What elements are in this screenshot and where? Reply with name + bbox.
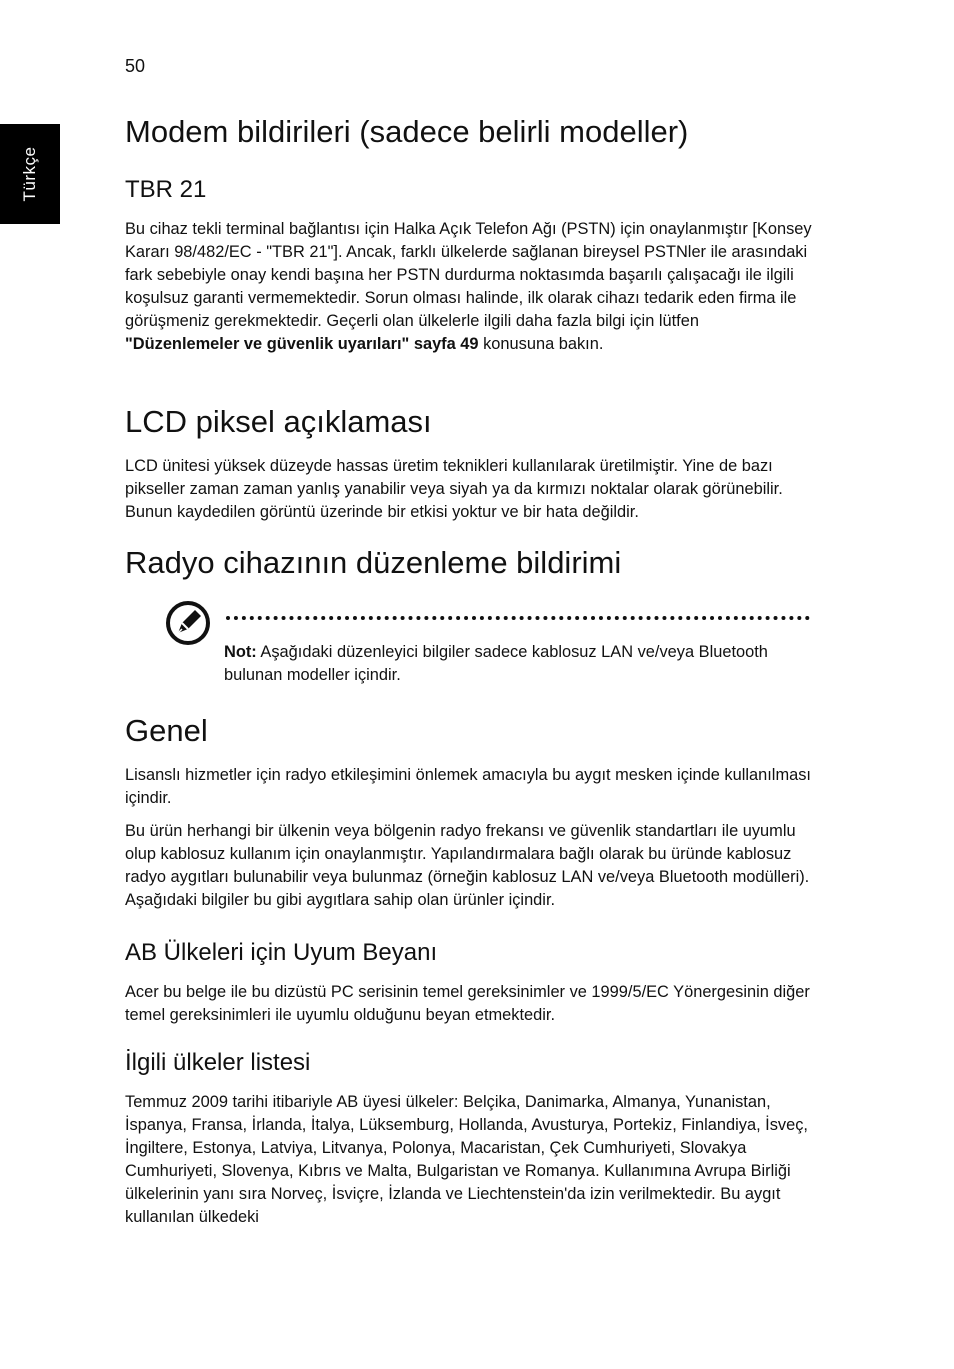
regulations-page-reference: "Düzenlemeler ve güvenlik uyarıları" sayfa 49 [125, 335, 479, 353]
general-paragraph-1: Lisanslı hizmetler için radyo etkileşimini önlemek amacıyla bu aygıt mesken içinde kullanılması içindir. [125, 766, 811, 807]
general-paragraph-2: Bu ürün herhangi bir ülkenin veya bölgenin radyo frekansı ve güvenlik standartları ile uyumlu olup kablosuz kullanım için onaylanmıştır. Yapılandırmalara bağlı olarak bu üründe kablosuz radyo aygıtları bulunabilir veya bulunmaz (örneğin kablosuz LAN ve/veya Bluetooth modülleri). Aşağıdaki bilgiler bu gibi aygıtlara sahip olan ürünler içindir. [125, 822, 810, 909]
countries-list-title: İlgili ülkeler listesi [125, 1049, 311, 1076]
eu-declaration-body: Acer bu belge ile bu dizüstü PC serisinin temel gereksinimler ve 1999/5/EC Yönergesinin diğer temel gereksinimleri ile uyumlu olduğunu beyan etmektedir. [125, 983, 810, 1024]
radio-note [224, 641, 804, 687]
eu-declaration-title: AB Ülkeleri için Uyum Beyanı [125, 939, 438, 966]
lcd-body: LCD ünitesi yüksek düzeyde hassas üretim teknikleri kullanılarak üretilmiştir. Yine de bazı pikseller zaman zaman yanlış yanabilir veya siyah ya da kırmızı noktalar olarak görünebilir. Bunun kaydedilen görüntü üzerinde bir etkisi yoktur ve bir hata değildir. [125, 457, 783, 521]
note-label: Not: [224, 643, 257, 661]
page-number: 50 [125, 56, 146, 76]
modem-body: Bu cihaz tekli terminal bağlantısı için Halka Açık Telefon Ağı (PSTN) için onaylanmıştır [Konsey Kararı 98/482/EC - "TBR 21"]. Ancak, farklı ülkelerde sağlanan bireysel PSTNler ile arasındaki fark sebebiyle onay kendi başına her PSTN durdurma noktasımda başarılı çalışacağı ile ilgili koşulsuz garanti vermemektedir. Sorun olması halinde, ilk olarak cihazı tedarik eden firma ile görüşmeniz gerekmektedir. Geçerli olan ülkelerle ilgili daha fazla bilgi için lütfen "Düzenlemeler ve güvenlik uyarıları" sayfa 49 konusuna bakın. [125, 220, 812, 353]
countries-list-body: Temmuz 2009 tarihi itibariyle AB üyesi ülkeler: Belçika, Danimarka, Almanya, Yunanistan, İspanya, Fransa, İrlanda, İtalya, Lüksemburg, Hollanda, Avusturya, Portekiz, Finlandiya, İsveç, İngiltere, Estonya, Latviya, Litvanya, Polonya, Macaristan, Çek Cumhuriyeti, Slovakya Cumhuriyeti, Slovenya, Kıbrıs ve Malta, Bulgaristan ve Romanya. Kullanımına Avrupa Birliği ülkelerinin yanı sıra Norveç, İsviçre, İzlanda ve Liechtenstein'da izin verilmektedir. Bu aygıt kullanılan ülkedeki [125, 1093, 808, 1226]
modem-section-title: Modem bildirileri (sadece belirli modeller) [125, 114, 689, 149]
radio-section-title: Radyo cihazının düzenleme bildirimi [125, 545, 622, 580]
note-text: Aşağıdaki düzenleyici bilgiler sadece kablosuz LAN ve/veya Bluetooth bulunan modeller içindir. [224, 643, 768, 684]
tbr21-subtitle: TBR 21 [125, 176, 207, 203]
general-section-title: Genel [125, 713, 208, 748]
language-side-tab-label: Türkçe [20, 146, 39, 202]
lcd-section-title: LCD piksel açıklaması [125, 404, 432, 439]
note-pen-icon [164, 599, 212, 647]
note-dotted-rule [226, 616, 810, 620]
